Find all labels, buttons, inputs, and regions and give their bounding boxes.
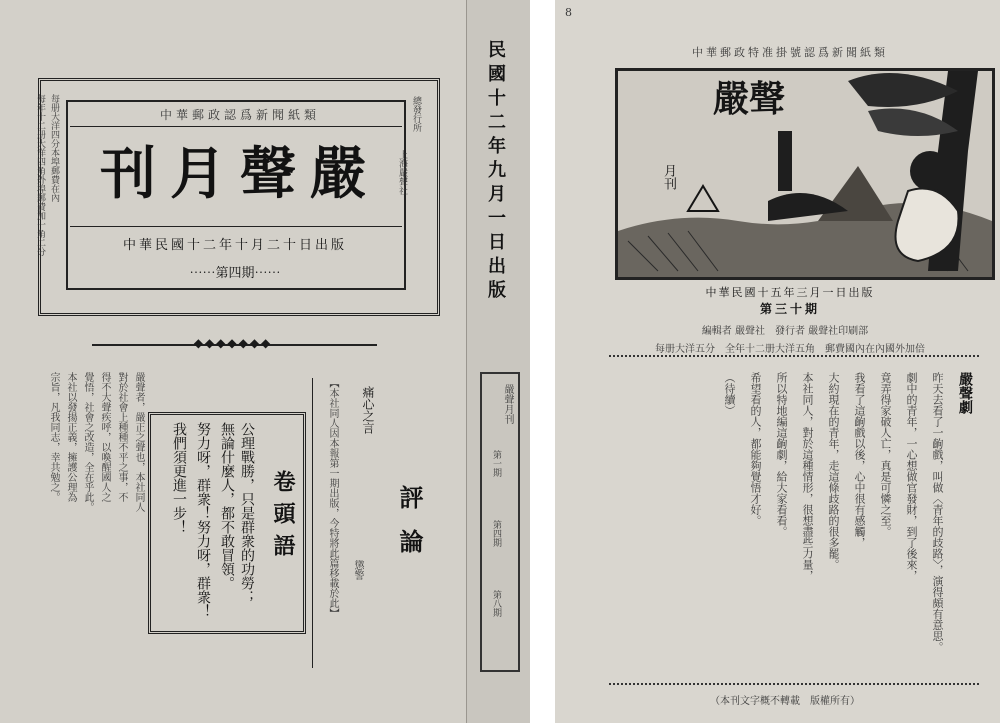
side-note-left-2: 每年十二册大洋四角外埠郵費加一角二分 — [35, 94, 45, 256]
right-column: 所以特地編這齣劇，給大家看看。 — [775, 372, 788, 537]
spine-text: 民國十二年九月一日出版 — [485, 40, 506, 304]
editorial-line-4: 我們須更進一步！ — [171, 422, 187, 534]
spine-box-item: 第一期 — [491, 450, 501, 477]
right-column: （待續） — [723, 372, 736, 416]
spine-box-item: 第八期 — [491, 590, 501, 617]
left-column: 得不大聲疾呼，以喚醒國人之 — [99, 372, 110, 502]
review-author: 懲警 — [352, 560, 363, 580]
right-issue: 第三十期 — [759, 302, 820, 316]
right-page — [555, 0, 1000, 723]
side-note-right-b — [396, 150, 408, 195]
illustration-title-1: 嚴聲 — [713, 78, 786, 120]
left-column: 對於社會上種種不平之事，不 — [116, 372, 127, 502]
editorial-title: 卷頭語 — [270, 470, 296, 566]
review-title: 痛心之言 — [361, 386, 375, 434]
right-date: 中華民國十五年三月一日出版 — [705, 286, 875, 299]
left-column: 覺悟，社會之改造，全在乎此。 — [82, 372, 93, 512]
right-column: 竟弄得家破人亡，真是可憐之至。 — [879, 372, 892, 537]
side-note-right-2: 上海嚴聲社 — [397, 150, 407, 195]
right-column: 我看了這齣戲以後，心中很有感觸， — [853, 372, 866, 548]
ornament-center: ◆◆◆◆◆◆◆ — [193, 336, 273, 350]
left-column: 本社以發揚正義，擁護公理為 — [65, 372, 76, 502]
price-line: 每册大洋五分 全年十二册大洋五角 郵費國內在內國外加倍 — [655, 344, 925, 355]
masthead-issue: ⋯⋯第四期⋯⋯ — [189, 266, 281, 281]
editorial-line-3: 努力呀，群衆！努力呀，群衆！ — [195, 422, 211, 618]
registration-rule — [70, 126, 402, 127]
publisher-line: 編輯者 嚴聲社 發行者 嚴聲社印刷部 — [701, 326, 869, 337]
right-column: 劇中的青年，一心想做官發財，到了後來， — [905, 372, 918, 581]
right-column: 大約現在的青年，走這條歧路的很多罷。 — [827, 372, 840, 570]
top-title: 中華郵政特准掛號認爲新聞紙類 — [692, 46, 888, 59]
registration-line: 中華郵政認爲新聞紙類 — [159, 108, 320, 122]
editorial-line-1: 公理戰勝，只是群衆的功勞； — [239, 422, 255, 604]
left-column: 嚴聲者，嚴正之聲也，本社同人 — [133, 372, 144, 512]
left-body-columns — [40, 372, 145, 672]
review-intro: 【本社同人因本報第一期出版，今特將此篇移載於此】 — [327, 378, 338, 618]
side-note-right-1: 總發行所 — [411, 96, 421, 132]
right-body-columns — [615, 372, 975, 677]
illustration-subtitle: 月刊 — [661, 164, 676, 190]
spine-box-title: 嚴聲月刊 — [502, 384, 513, 424]
side-note-right — [410, 96, 422, 132]
section-review: 評論 — [395, 485, 424, 573]
side-note-left-1: 每册大洋四分本埠郵費在內 — [49, 94, 59, 202]
right-column: 昨天去看了一齣戲，叫做〈青年的歧路〉，演得頗有意思。 — [931, 372, 944, 653]
date-rule — [70, 226, 402, 227]
left-column: 宗旨，凡我同志，幸共勉之。 — [48, 372, 59, 502]
right-column-title: 嚴聲劇 — [957, 372, 973, 414]
right-column: 本社同人，對於這種情形，很想盡些力量， — [801, 372, 814, 581]
page-number: 8 — [565, 6, 572, 19]
right-column: 希望看的人，都能夠覺悟才好。 — [749, 372, 762, 526]
masthead-title: 嚴聲月刊 — [100, 141, 380, 207]
masthead-date: 中華民國十二年十月二十日出版 — [122, 238, 347, 253]
right-footer: （本刊文字概不轉載 版權所有） — [710, 696, 860, 707]
issue-label: 第四期 — [215, 266, 255, 281]
editorial-line-2: 無論什麼人，都不敢冒領。 — [219, 422, 235, 590]
review-divider — [312, 378, 313, 668]
spine-box-item: 第四期 — [491, 520, 501, 547]
